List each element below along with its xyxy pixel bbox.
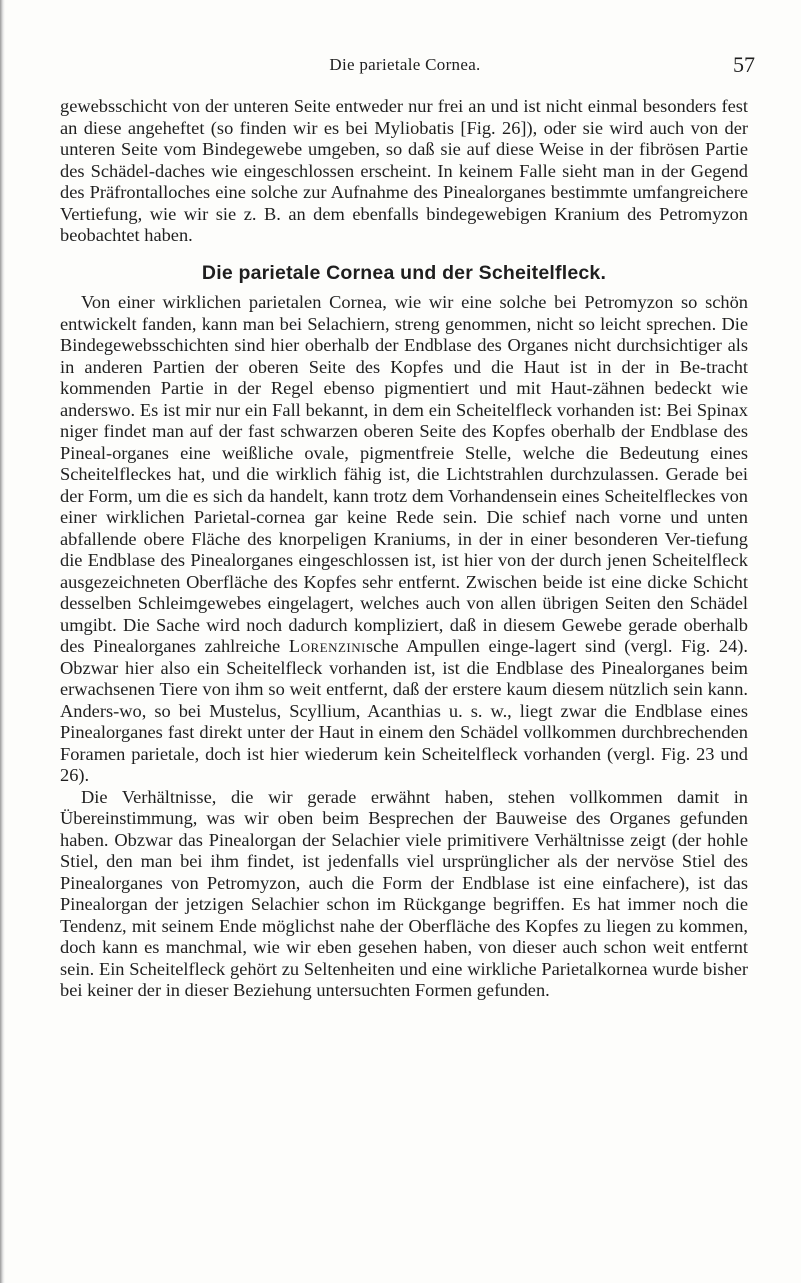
paragraph-continuation: gewebsschicht von der unteren Seite entweder nur frei an und ist nicht einmal besonders fest an diese angeheftet (so finden wir es bei Myliobatis [Fig. 26]), oder sie wird auch von der unteren Seite vom Bindegewebe umgeben, so daß sie auf diese Weise in der fibrösen Partie des Schädel-daches wie eingeschlossen erscheint. In keinem Falle sieht man in der Gegend des Präfrontalloches eine solche zur Aufnahme des Pinealorganes bestimmte umfangreichere Vertiefung, wie wir sie z. B. an dem ebenfalls bindegewebigen Kranium des Petromyzon beobachtet haben. bbox=[60, 96, 748, 245]
page-number: 57 bbox=[733, 52, 755, 77]
scan-edge-shadow bbox=[0, 0, 5, 1283]
page-header bbox=[60, 52, 755, 79]
paragraph-text-part-2: sche Ampullen einge-lagert sind (vergl. Fig. 24). Obzwar hier also ein Scheitelfleck vorhanden ist, ist die Endblase des Pinealorganes beim erwachsenen Tiere von ihm so weit entfernt, daß der erstere kaum diesem nützlich sein kann. Anders-wo, so bei Mustelus, Scyllium, Acanthias u. s. w., liegt zwar die Endblase eines Pinealorganes fast direkt unter der Haut in einem den Schädel vollkommen durchbrechenden Foramen parietale, doch ist hier wiederum kein Scheitelfleck vorhanden (vergl. Fig. 23 und 26). bbox=[60, 636, 748, 785]
paragraph-conclusion: Die Verhältnisse, die wir gerade erwähnt haben, stehen vollkommen damit in Übereinstimmung, was wir oben beim Besprechen der Bauweise des Organes gefunden haben. Obzwar das Pinealorgan der Selachier viele primitivere Verhältnisse zeigt (der hohle Stiel, den man bei ihm findet, ist jedenfalls viel ursprünglicher als der nervöse Stiel des Pinealorganes von Petromyzon, auch die Form der Endblase ist eine einfachere), ist das Pinealorgan der jetzigen Selachier schon im Rückgange begriffen. Es hat immer noch die Tendenz, mit seinem Ende möglichst nahe der Oberfläche des Kopfes zu liegen zu kommen, doch kann es manchmal, wie wir eben gesehen haben, von dieser auch schon weit entfernt sein. Ein Scheitelfleck gehört zu Seltenheiten und eine wirkliche Parietalkornea wurde bisher bei keiner der in dieser Beziehung untersuchten Formen gefunden. bbox=[60, 786, 748, 1000]
running-title: Die parietale Cornea. bbox=[329, 55, 481, 74]
author-name-smallcaps: Lorenzini bbox=[288, 636, 366, 656]
section-heading: Die parietale Cornea und der Scheitelfleck. bbox=[201, 261, 607, 284]
paragraph-parietal-cornea bbox=[60, 292, 748, 787]
paragraph-text-part-1: Von einer wirklichen parietalen Cornea, wie wir eine solche bei Petromyzon so schön entwickelt fanden, kann man bei Selachiern, streng genommen, nicht so leicht sprechen. Die Bindegewebsschichten sind hier oberhalb der Endblase des Organes nicht durchsichtiger als in anderen Partien der oberen Seite des Kopfes und die Haut ist in der in Be-tracht kommenden Partie in der Regel ebenso pigmentiert und mit Haut-zähnen bedeckt wie anderswo. Es ist mir nur ein Fall bekannt, in dem ein Scheitelfleck vorhanden ist: Bei Spinax niger findet man auf der fast schwarzen oberen Seite des Kopfes oberhalb der Endblase des Pineal-organes eine weißliche ovale, pigmentfreie Stelle, welche die Bedeutung eines Scheitelfleckes hat, und die wirklich fähig ist, die Lichtstrahlen durchzulassen. Gerade bei der Form, um die es sich da handelt, kann trotz dem Vorhandensein eines Scheitelfleckes von einer wirklichen Parietal-cornea gar keine Rede sein. Die schief nach vorne und unten abfallende obere Fläche des knorpeligen Kraniums, in der in einer besonderen Ver-tiefung die Endblase des Pinealorganes eingeschlossen ist, ist hier von der durch jenen Scheitelfleck ausgezeichneten Oberfläche des Kopfes sehr entfernt. Zwischen beide ist eine dicke Schicht desselben Schleimgewebes eingelagert, welches auch von allen übrigen Seiten den Schädel umgibt. Die Sache wird noch dadurch kompliziert, daß in diesem Gewebe gerade oberhalb des Pinealorganes zahlreiche bbox=[60, 292, 748, 656]
page-body bbox=[60, 96, 748, 1002]
